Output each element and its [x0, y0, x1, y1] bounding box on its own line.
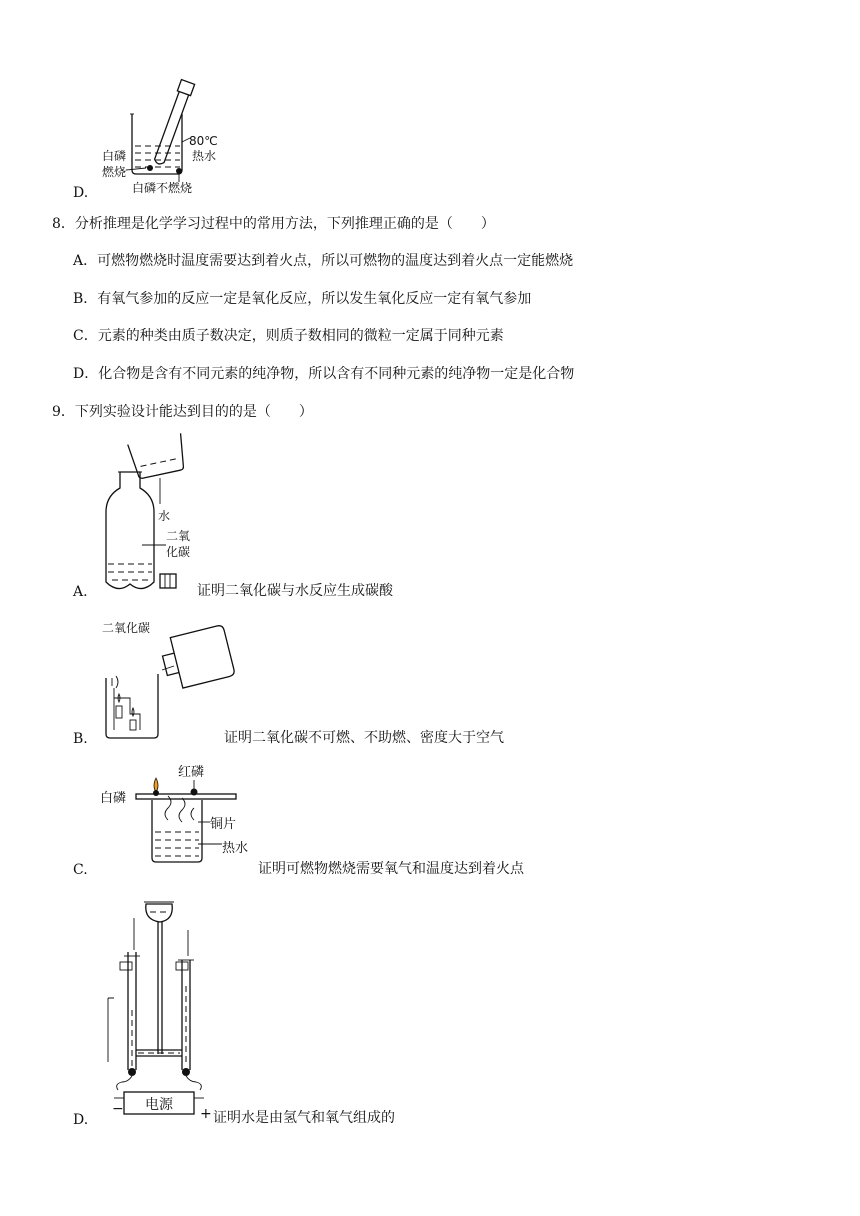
label-white-p-burning-1: 白磷 [102, 149, 127, 163]
option-text: 元素的种类由质子数决定，则质子数相同的微粒一定属于同种元素 [97, 328, 504, 344]
question-text: 分析推理是化学学习过程中的常用方法，下列推理正确的是（ ） [74, 216, 495, 232]
q8-option-c[interactable] [73, 327, 504, 345]
label-water: 水 [158, 509, 171, 523]
label-copper: 铜片 [210, 817, 237, 832]
label-80c: 80℃ [189, 134, 218, 148]
q9-option-d-letter: D. [73, 1112, 89, 1128]
option-text: 化合物是含有不同元素的纯净物，所以含有不同种元素的纯净物一定是化合物 [98, 366, 575, 382]
label-hot-water: 热水 [192, 149, 217, 163]
water-electrolysis-figure [104, 890, 214, 1130]
q9-option-c-letter: C. [73, 862, 88, 878]
q9-option-a-text[interactable]: 证明二氧化碳与水反应生成碳酸 [197, 583, 393, 599]
label-white-p-not-burning: 白磷不燃烧 [132, 181, 193, 195]
question-text: 下列实验设计能达到目的的是（ ） [74, 404, 313, 420]
option-letter: C． [73, 328, 98, 344]
label-co2: 二氧化碳 [102, 621, 151, 635]
option-letter-d-top: D. [73, 185, 89, 201]
q9-option-b-letter: B. [73, 731, 88, 747]
label-co2-2: 化碳 [166, 545, 191, 559]
co2-bottle-figure [100, 432, 220, 602]
label-red-p: 红磷 [178, 765, 205, 780]
q9-option-b-text[interactable]: 证明二氧化碳不可燃、不助燃、密度大于空气 [224, 730, 504, 746]
question-8-stem [52, 215, 495, 233]
label-hot-water: 热水 [222, 841, 249, 856]
q8-option-a[interactable] [73, 252, 573, 270]
negative-terminal-label: − [112, 1101, 124, 1117]
q8-option-b[interactable] [73, 290, 531, 308]
question-number: 8． [52, 216, 75, 232]
option-text: 可燃物燃烧时温度需要达到着火点，所以可燃物的温度达到着火点一定能燃烧 [97, 253, 574, 269]
beaker-white-phosphorus-figure [100, 78, 218, 198]
label-co2-1: 二氧 [166, 529, 191, 543]
label-white-p-burning-2: 燃烧 [102, 165, 127, 179]
q9-option-d-text[interactable]: 证明水是由氢气和氧气组成的 [213, 1110, 395, 1126]
label-white-p: 白磷 [100, 791, 127, 806]
option-letter: B． [73, 291, 98, 307]
question-number: 9． [52, 404, 75, 420]
q8-option-d[interactable] [73, 365, 574, 383]
copper-plate-combustion-figure [98, 760, 268, 865]
option-letter: D． [73, 366, 99, 382]
option-letter: A． [73, 253, 98, 269]
q9-option-c-text[interactable]: 证明可燃物燃烧需要氧气和温度达到着火点 [258, 861, 524, 877]
power-supply-label: 电源 [145, 1097, 173, 1113]
positive-terminal-label: + [200, 1106, 212, 1122]
option-text: 有氧气参加的反应一定是氧化反应，所以发生氧化反应一定有氧气参加 [97, 291, 532, 307]
question-9-stem [52, 403, 313, 421]
q9-option-a-letter: A. [73, 584, 88, 600]
co2-candles-figure [96, 618, 246, 743]
